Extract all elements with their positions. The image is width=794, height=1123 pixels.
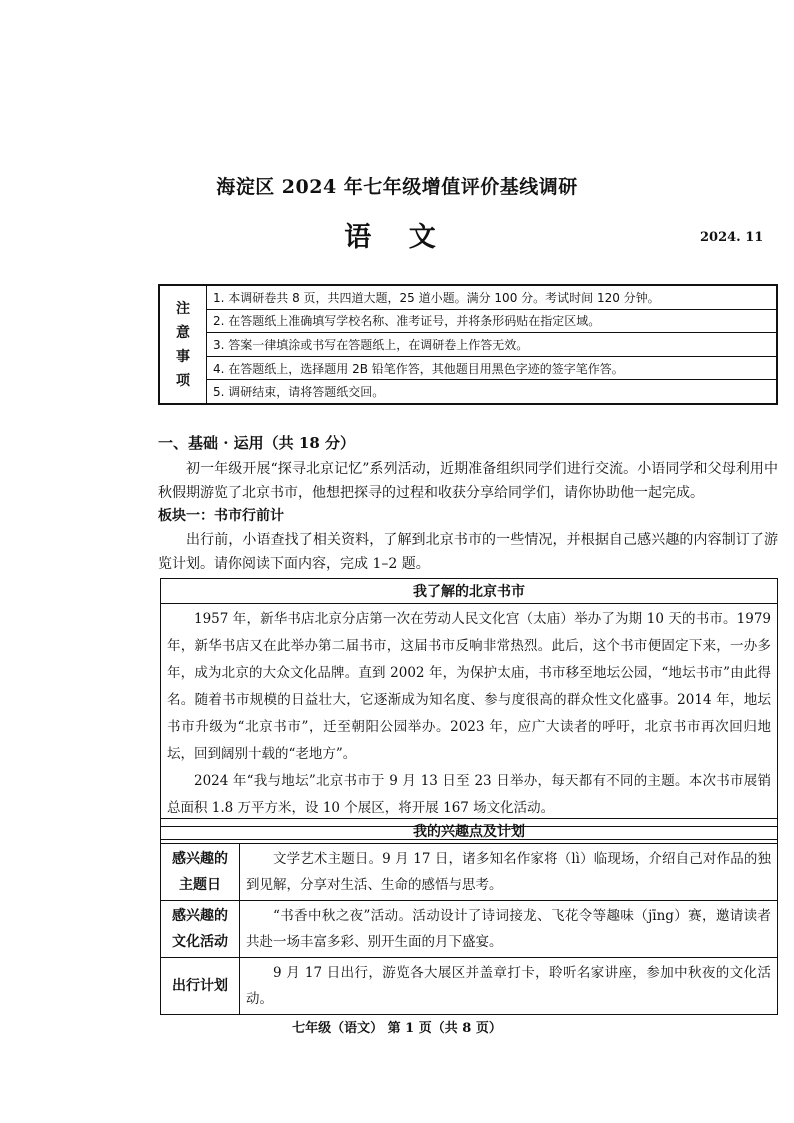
notice-label-char: 项: [176, 372, 190, 389]
notice-label-char: 事: [176, 348, 190, 365]
box-heading: 我的兴趣点及计划: [161, 819, 778, 844]
section-title: 一、基础 · 运用（共 18 分）: [158, 434, 355, 452]
exam-title: 海淀区 2024 年七年级增值评价基线调研: [216, 176, 578, 198]
box-heading: 我了解的北京书市: [161, 579, 778, 604]
block-title: 板块一：书市行前计: [158, 508, 284, 524]
exam-date: 2024. 11: [700, 230, 764, 245]
notice-item: 3. 答案一律填涂或书写在答题纸上，在调研卷上作答无效。: [207, 333, 776, 357]
notice-label-char: 注: [176, 300, 190, 317]
notice-item: 4. 在答题纸上，选择题用 2B 铅笔作答，其他题目用黑色字迹的签字笔作答。: [207, 357, 776, 381]
block-intro: 出行前，小语查找了相关资料，了解到北京书市的一些情况，并根据自己感兴趣的内容制订了游览计划。请你阅读下面内容，完成 1–2 题。: [158, 532, 778, 572]
notice-box: [158, 284, 778, 405]
label-line: 文化活动: [172, 934, 228, 950]
box-paragraph: 2024 年“我与地坛”北京书市于 9 月 13 日至 23 日举办，每天都有不同的主题。本次书市展销总面积 1.8 万平方米，设 10 个展区，将开展 167 场文化活动。: [167, 773, 771, 816]
beijing-book-fair-box: [160, 578, 778, 840]
plan-row-label: [161, 901, 240, 958]
label-line: 主题日: [179, 877, 221, 893]
label-line: 感兴趣的: [172, 851, 228, 867]
box-body: [161, 604, 778, 827]
page-footer: 七年级（语文） 第 1 页（共 8 页）: [292, 1021, 502, 1036]
plan-row: [161, 958, 778, 1015]
notice-item: 2. 在答题纸上准确填写学校名称、准考证号，并将条形码贴在指定区域。: [207, 310, 776, 334]
plan-row-content: “书香中秋之夜”活动。活动设计了诗词接龙、飞花令等趣味（jīng）赛，邀请读者共赴一场丰富多彩、别开生面的月下盛宴。: [240, 901, 778, 958]
plan-row: [161, 844, 778, 901]
plan-row-content: 9 月 17 日出行，游览各大展区并盖章打卡，聆听名家讲座，参加中秋夜的文化活动。: [240, 958, 778, 1015]
plan-row-content: 文学艺术主题日。9 月 17 日，诸多知名作家将（lì）临现场，介绍自己对作品的独到见解，分享对生活、生命的感悟与思考。: [240, 844, 778, 901]
label-line: 感兴趣的: [172, 908, 228, 924]
plan-row: [161, 901, 778, 958]
box-paragraph: 1957 年，新华书店北京分店第一次在劳动人民文化宫（太庙）举办了为期 10 天的书市。1979 年，新华书店又在此举办第二届书市，这届书市反响非常热烈。此后，这个书市便固定下来，一办多年，成为北京的大众文化品牌。直到 2002 年，为保护太庙，书市移至地坛公园，“地坛书市”由此得名。随着书市规模的日益壮大，它逐渐成为知名度、参与度很高的群众性文化盛事。2014 年，地坛书市升级为“北京书市”，迁至朝阳公园举办。2023 年，应广大读者的呼吁，北京书市再次回归地坛，回到阔别十载的“老地方”。: [167, 611, 771, 762]
plan-row-label: [161, 844, 240, 901]
interest-plan-box: [160, 818, 778, 1015]
notice-items: [207, 286, 776, 403]
plan-row-label: 出行计划: [161, 958, 240, 1015]
subject-title: 语 文: [344, 222, 450, 253]
section-intro: 初一年级开展“探寻北京记忆”系列活动，近期准备组织同学们进行交流。小语同学和父母利用中秋假期游览了北京书市，他想把探寻的过程和收获分享给同学们，请你协助他一起完成。: [158, 461, 778, 501]
notice-item: 5. 调研结束，请将答题纸交回。: [213, 385, 385, 400]
notice-item: 1. 本调研卷共 8 页，共四道大题，25 道小题。满分 100 分。考试时间 120 分钟。: [207, 286, 776, 310]
notice-label-char: 意: [176, 324, 190, 341]
notice-label: [160, 286, 207, 403]
